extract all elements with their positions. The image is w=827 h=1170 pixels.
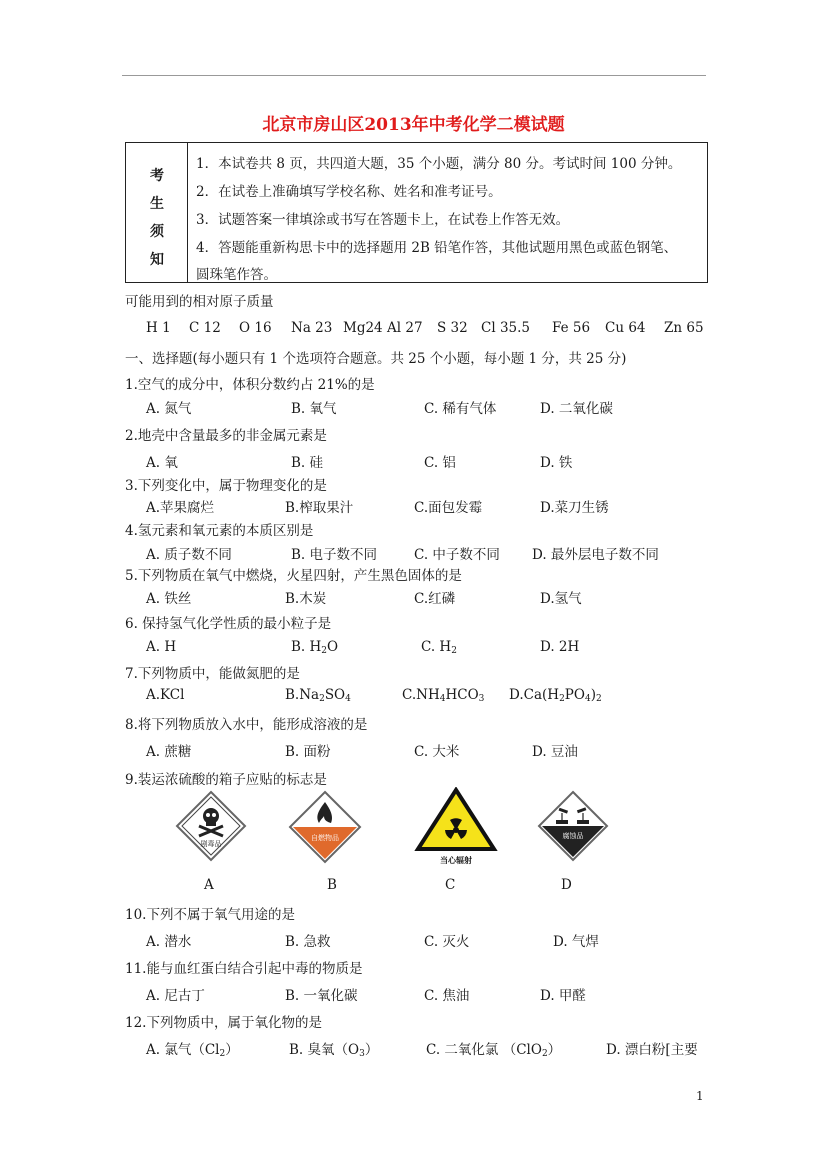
sign-label-a: 剧毒品 (200, 840, 222, 848)
question-stem: 9.装运浓硫酸的箱子应贴的标志是 (125, 772, 327, 788)
atomic-mass-mg: Mg24 (343, 320, 383, 336)
corrosive-sign-icon (537, 790, 609, 862)
option: B. 一氧化碳 (285, 988, 358, 1004)
option: A. 氧 (146, 455, 178, 471)
question-stem: 11.能与血红蛋白结合引起中毒的物质是 (125, 961, 363, 977)
notice-item: 4．答题能重新构思卡中的选择题用 2B 铅笔作答，其他试题用黑色或蓝色钢笔、 (196, 240, 678, 256)
option: D. 2H (540, 639, 580, 655)
section-heading: 一、选择题(每小题只有 1 个选项符合题意。共 25 个小题，每小题 1 分，共 25 分) (125, 351, 627, 367)
option: B. 面粉 (285, 744, 331, 760)
option: A. 氮气 (146, 401, 192, 417)
option: A. 潜水 (146, 934, 192, 950)
question-stem: 1.空气的成分中，体积分数约占 21%的是 (125, 377, 375, 393)
atomic-mass-zn: Zn 65 (664, 320, 704, 336)
option: C. 焦油 (424, 988, 470, 1004)
option: D. 最外层电子数不同 (532, 547, 659, 563)
atomic-mass-cu: Cu 64 (605, 320, 646, 336)
notice-box (125, 142, 708, 283)
sign-label-b: 自燃物品 (311, 834, 339, 842)
option: A. H (146, 639, 177, 655)
option: C. 中子数不同 (414, 547, 500, 563)
option: A. 铁丝 (146, 591, 192, 607)
option: A. 蔗糖 (146, 744, 192, 760)
option: D. 气焊 (553, 934, 599, 950)
page-title: 北京市房山区2013年中考化学二模试题 (262, 115, 565, 135)
question-stem: 6. 保持氢气化学性质的最小粒子是 (125, 616, 332, 632)
notice-side-label: 考 生 须 知 (126, 143, 188, 282)
option: C.红磷 (414, 591, 456, 607)
option: B. 氧气 (291, 401, 337, 417)
atomic-mass-cl: Cl 35.5 (481, 320, 530, 336)
question-stem: 4.氢元素和氧元素的本质区别是 (125, 523, 314, 539)
question-stem: 12.下列物质中，属于氧化物的是 (125, 1015, 322, 1031)
option: C.面包发霉 (414, 500, 483, 516)
atomic-mass-heading: 可能用到的相对原子质量 (125, 294, 274, 310)
option: B.木炭 (285, 591, 327, 607)
option: D. 漂白粉[主要 (606, 1042, 698, 1058)
sign-option-c: C (445, 877, 456, 893)
sign-label-c: 当心辐射 (440, 856, 472, 865)
atomic-mass-h: H 1 (146, 320, 171, 336)
option: B.榨取果汁 (285, 500, 354, 516)
option: $D.Ca(H_2PO_4)_2$ (509, 687, 602, 704)
sign-option-b: B (327, 877, 337, 893)
option: D.氢气 (540, 591, 582, 607)
option: D.菜刀生锈 (540, 500, 609, 516)
page-number: 1 (696, 1089, 704, 1103)
option: C. 二氧化氯 （ClO$_2$） (426, 1042, 562, 1059)
option: C. $H_2$ (421, 639, 457, 656)
toxic-sign-icon (175, 790, 247, 862)
option: C. 灭火 (424, 934, 470, 950)
option: B. $H_2O$ (291, 639, 339, 656)
option: A. 质子数不同 (146, 547, 232, 563)
sign-option-a: A (204, 877, 214, 893)
option: D. 铁 (540, 455, 573, 471)
option: D. 豆油 (532, 744, 578, 760)
option: $B.Na_2SO_4$ (285, 687, 351, 704)
option: D. 二氧化碳 (540, 401, 613, 417)
atomic-mass-o: O 16 (239, 320, 272, 336)
option: A.KCl (146, 687, 185, 703)
sign-option-d: D (561, 877, 572, 893)
notice-item: 1．本试卷共 8 页，共四道大题，35 个小题，满分 80 分。考试时间 100 分钟。 (196, 156, 682, 172)
header-rule (122, 75, 706, 76)
notice-item: 2．在试卷上准确填写学校名称、姓名和准考证号。 (196, 184, 502, 200)
option: C. 铝 (424, 455, 456, 471)
notice-item: 圆珠笔作答。 (196, 267, 277, 283)
atomic-mass-c: C 12 (189, 320, 221, 336)
option: A. 氯气$(Cl_2)$ (146, 1042, 239, 1059)
option: A.苹果腐烂 (146, 500, 215, 516)
question-stem: 3.下列变化中，属于物理变化的是 (125, 478, 327, 494)
atomic-mass-fe: Fe 56 (552, 320, 591, 336)
option: B. 急救 (285, 934, 331, 950)
question-stem: 7.下列物质中，能做氮肥的是 (125, 666, 300, 682)
option: C. 大米 (414, 744, 460, 760)
option: B. 臭氧$(O_3)$ (289, 1042, 379, 1059)
flammable-sign-icon (288, 790, 362, 864)
option: B. 电子数不同 (291, 547, 378, 563)
option: B. 硅 (291, 455, 324, 471)
option: $C.NH_4HCO_3$ (402, 687, 485, 704)
sign-label-d: 腐蚀品 (562, 832, 584, 840)
question-stem: 10.下列不属于氧气用途的是 (125, 907, 295, 923)
option: C. 稀有气体 (424, 401, 497, 417)
question-stem: 2.地壳中含量最多的非金属元素是 (125, 428, 327, 444)
option: D. 甲醛 (540, 988, 586, 1004)
question-stem: 5.下列物质在氧气中燃烧，火星四射，产生黑色固体的是 (125, 568, 462, 584)
option: A. 尼古丁 (146, 988, 205, 1004)
atomic-mass-al: Al 27 (387, 320, 423, 336)
radiation-sign-icon (414, 787, 498, 867)
notice-item: 3．试题答案一律填涂或书写在答题卡上，在试卷上作答无效。 (196, 212, 570, 228)
atomic-mass-na: Na 23 (291, 320, 333, 336)
atomic-mass-s: S 32 (437, 320, 468, 336)
question-stem: 8.将下列物质放入水中，能形成溶液的是 (125, 717, 368, 733)
